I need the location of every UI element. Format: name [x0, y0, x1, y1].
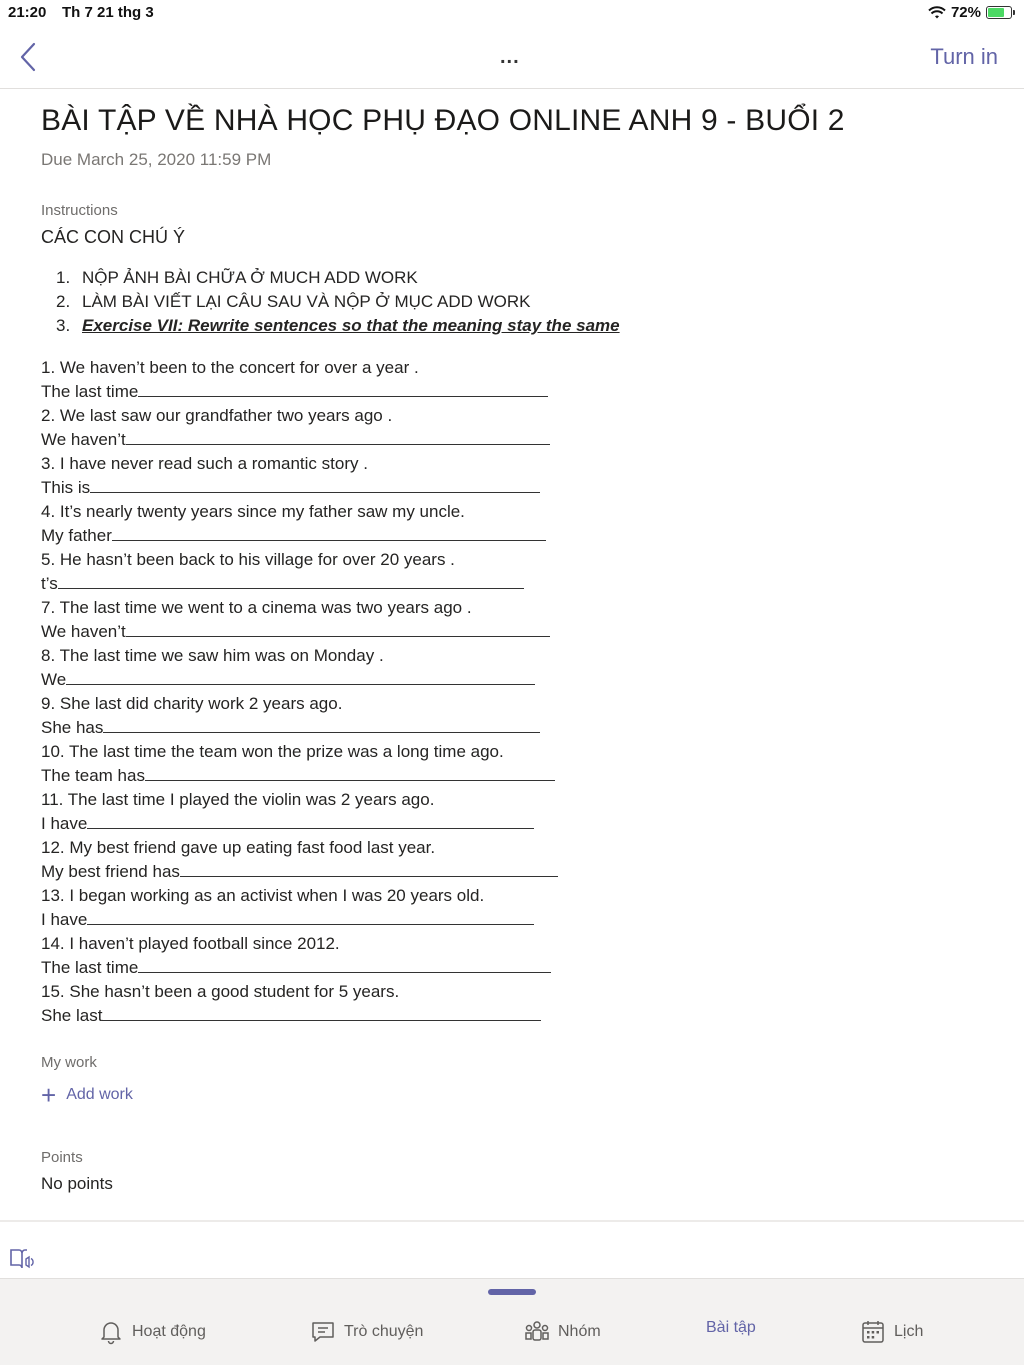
answer-prompt: My father [41, 526, 112, 545]
answer-prompt: My best friend has [41, 862, 180, 881]
answer-blank [126, 429, 550, 445]
answer-line [41, 476, 1001, 500]
calendar-icon [860, 1319, 886, 1345]
plus-icon: + [41, 1080, 57, 1110]
question-line [41, 452, 1001, 476]
drag-handle[interactable] [488, 1289, 536, 1295]
list-item [56, 268, 1001, 292]
question-text: 13. I began working as an activist when I was 20 years old. [41, 886, 485, 905]
chat-icon [310, 1319, 336, 1345]
answer-prompt: I have [41, 814, 88, 833]
instructions-label: Instructions [41, 202, 118, 219]
tab-activity[interactable] [98, 1319, 206, 1345]
question-line [41, 404, 1001, 428]
answer-prompt: We [41, 670, 67, 689]
points-value: No points [41, 1174, 113, 1193]
list-text: NỘP ẢNH BÀI CHỮA Ở MUCH ADD WORK [82, 268, 418, 287]
answer-line [41, 428, 1001, 452]
turn-in-button[interactable]: Turn in [930, 44, 998, 69]
list-item [56, 316, 1001, 340]
bottom-tab-bar [0, 1278, 1024, 1365]
list-text: LÀM BÀI VIẾT LẠI CÂU SAU VÀ NỘP Ở MỤC ADD WORK [82, 292, 531, 311]
answer-blank [138, 381, 548, 397]
question-text: 4. It’s nearly twenty years since my father saw my uncle. [41, 502, 465, 521]
answer-prompt: This is [41, 478, 91, 497]
assignment-title: BÀI TẬP VỀ NHÀ HỌC PHỤ ĐẠO ONLINE ANH 9 - BUỔI 2 [41, 104, 845, 137]
question-text: 10. The last time the team won the prize was a long time ago. [41, 742, 504, 761]
wifi-icon [928, 6, 946, 20]
question-line [41, 644, 1001, 668]
list-number: 1. [56, 268, 71, 287]
answer-line [41, 860, 1001, 884]
tab-assignments[interactable] [706, 1319, 756, 1337]
status-date: Th 7 21 thg 3 [62, 4, 154, 21]
answer-prompt: The last time [41, 958, 139, 977]
instructions-intro: CÁC CON CHÚ Ý [41, 227, 186, 247]
tab-teams[interactable] [524, 1319, 601, 1345]
question-line [41, 740, 1001, 764]
question-line [41, 980, 1001, 1004]
answer-blank [180, 861, 558, 877]
answer-line [41, 764, 1001, 788]
exercise-heading: Exercise VII: Rewrite sentences so that the meaning stay the same [82, 316, 620, 335]
add-work-label: Add work [66, 1086, 133, 1103]
answer-blank [87, 909, 534, 925]
answer-blank [102, 1005, 541, 1021]
instructions-list [41, 268, 1001, 340]
answer-prompt: We haven’t [41, 430, 126, 449]
status-time: 21:20 [8, 4, 47, 21]
immersive-reader-button[interactable] [8, 1245, 36, 1273]
answer-prompt: She has [41, 718, 104, 737]
status-right [928, 4, 1012, 21]
points-label: Points [41, 1149, 83, 1166]
answer-blank [145, 765, 555, 781]
question-text: 12. My best friend gave up eating fast food last year. [41, 838, 436, 857]
answer-prompt: We haven’t [41, 622, 126, 641]
question-line [41, 356, 1001, 380]
list-number: 2. [56, 292, 71, 311]
question-text: 14. I haven’t played football since 2012. [41, 934, 340, 953]
answer-blank [103, 717, 540, 733]
tab-chat[interactable] [310, 1319, 423, 1345]
list-number: 3. [56, 316, 71, 335]
answer-line [41, 956, 1001, 980]
exercise-lines [41, 356, 1001, 1028]
question-text: 1. We haven’t been to the concert for over a year . [41, 358, 419, 377]
my-work-label: My work [41, 1054, 97, 1071]
question-text: 11. The last time I played the violin was 2 years ago. [41, 790, 435, 809]
question-line [41, 692, 1001, 716]
answer-line [41, 572, 1001, 596]
bell-icon [98, 1319, 124, 1345]
tab-calendar[interactable] [860, 1319, 923, 1345]
answer-prompt: I have [41, 910, 88, 929]
teams-icon [524, 1319, 550, 1345]
question-text: 7. The last time we went to a cinema was two years ago . [41, 598, 472, 617]
tab-label: Trò chuyện [344, 1323, 424, 1340]
question-text: 2. We last saw our grandfather two years ago . [41, 406, 393, 425]
tab-label: Nhóm [558, 1323, 601, 1340]
tab-label: Lịch [894, 1323, 924, 1340]
answer-blank [58, 573, 524, 589]
list-item [56, 292, 1001, 316]
question-text: 15. She hasn’t been a good student for 5 years. [41, 982, 400, 1001]
question-line [41, 788, 1001, 812]
answer-prompt: t’s [41, 574, 58, 593]
answer-blank [126, 621, 550, 637]
answer-prompt: The last time [41, 382, 139, 401]
battery-percent: 72% [950, 4, 981, 21]
answer-line [41, 716, 1001, 740]
status-bar [0, 0, 1024, 26]
question-line [41, 596, 1001, 620]
answer-prompt: She last [41, 1006, 103, 1025]
question-line [41, 932, 1001, 956]
answer-line [41, 620, 1001, 644]
question-line [41, 884, 1001, 908]
question-text: 3. I have never read such a romantic story . [41, 454, 368, 473]
due-date: Due March 25, 2020 11:59 PM [41, 150, 272, 169]
question-text: 5. He hasn’t been back to his village for over 20 years . [41, 550, 455, 569]
answer-blank [90, 477, 540, 493]
answer-blank [87, 813, 534, 829]
question-text: 9. She last did charity work 2 years ago. [41, 694, 343, 713]
back-button[interactable] [14, 40, 44, 74]
immersive-reader-icon [8, 1245, 36, 1273]
question-line [41, 836, 1001, 860]
question-line [41, 500, 1001, 524]
battery-icon [986, 6, 1012, 19]
assignment-content [41, 100, 1001, 1194]
answer-blank [138, 957, 551, 973]
question-text: 8. The last time we saw him was on Monday . [41, 646, 384, 665]
more-options-button[interactable]: ... [500, 46, 520, 68]
tab-label: Bài tập [706, 1319, 756, 1336]
add-work-button[interactable] [41, 1080, 181, 1110]
answer-line [41, 380, 1001, 404]
answer-blank [66, 669, 535, 685]
chevron-left-icon [14, 40, 44, 74]
answer-blank [112, 525, 546, 541]
answer-prompt: The team has [41, 766, 145, 785]
answer-line [41, 812, 1001, 836]
answer-line [41, 524, 1001, 548]
tab-label: Hoạt động [132, 1323, 206, 1340]
answer-line [41, 1004, 1001, 1028]
question-line [41, 548, 1001, 572]
divider [0, 1220, 1024, 1222]
answer-line [41, 668, 1001, 692]
answer-line [41, 908, 1001, 932]
nav-bar [0, 26, 1024, 89]
